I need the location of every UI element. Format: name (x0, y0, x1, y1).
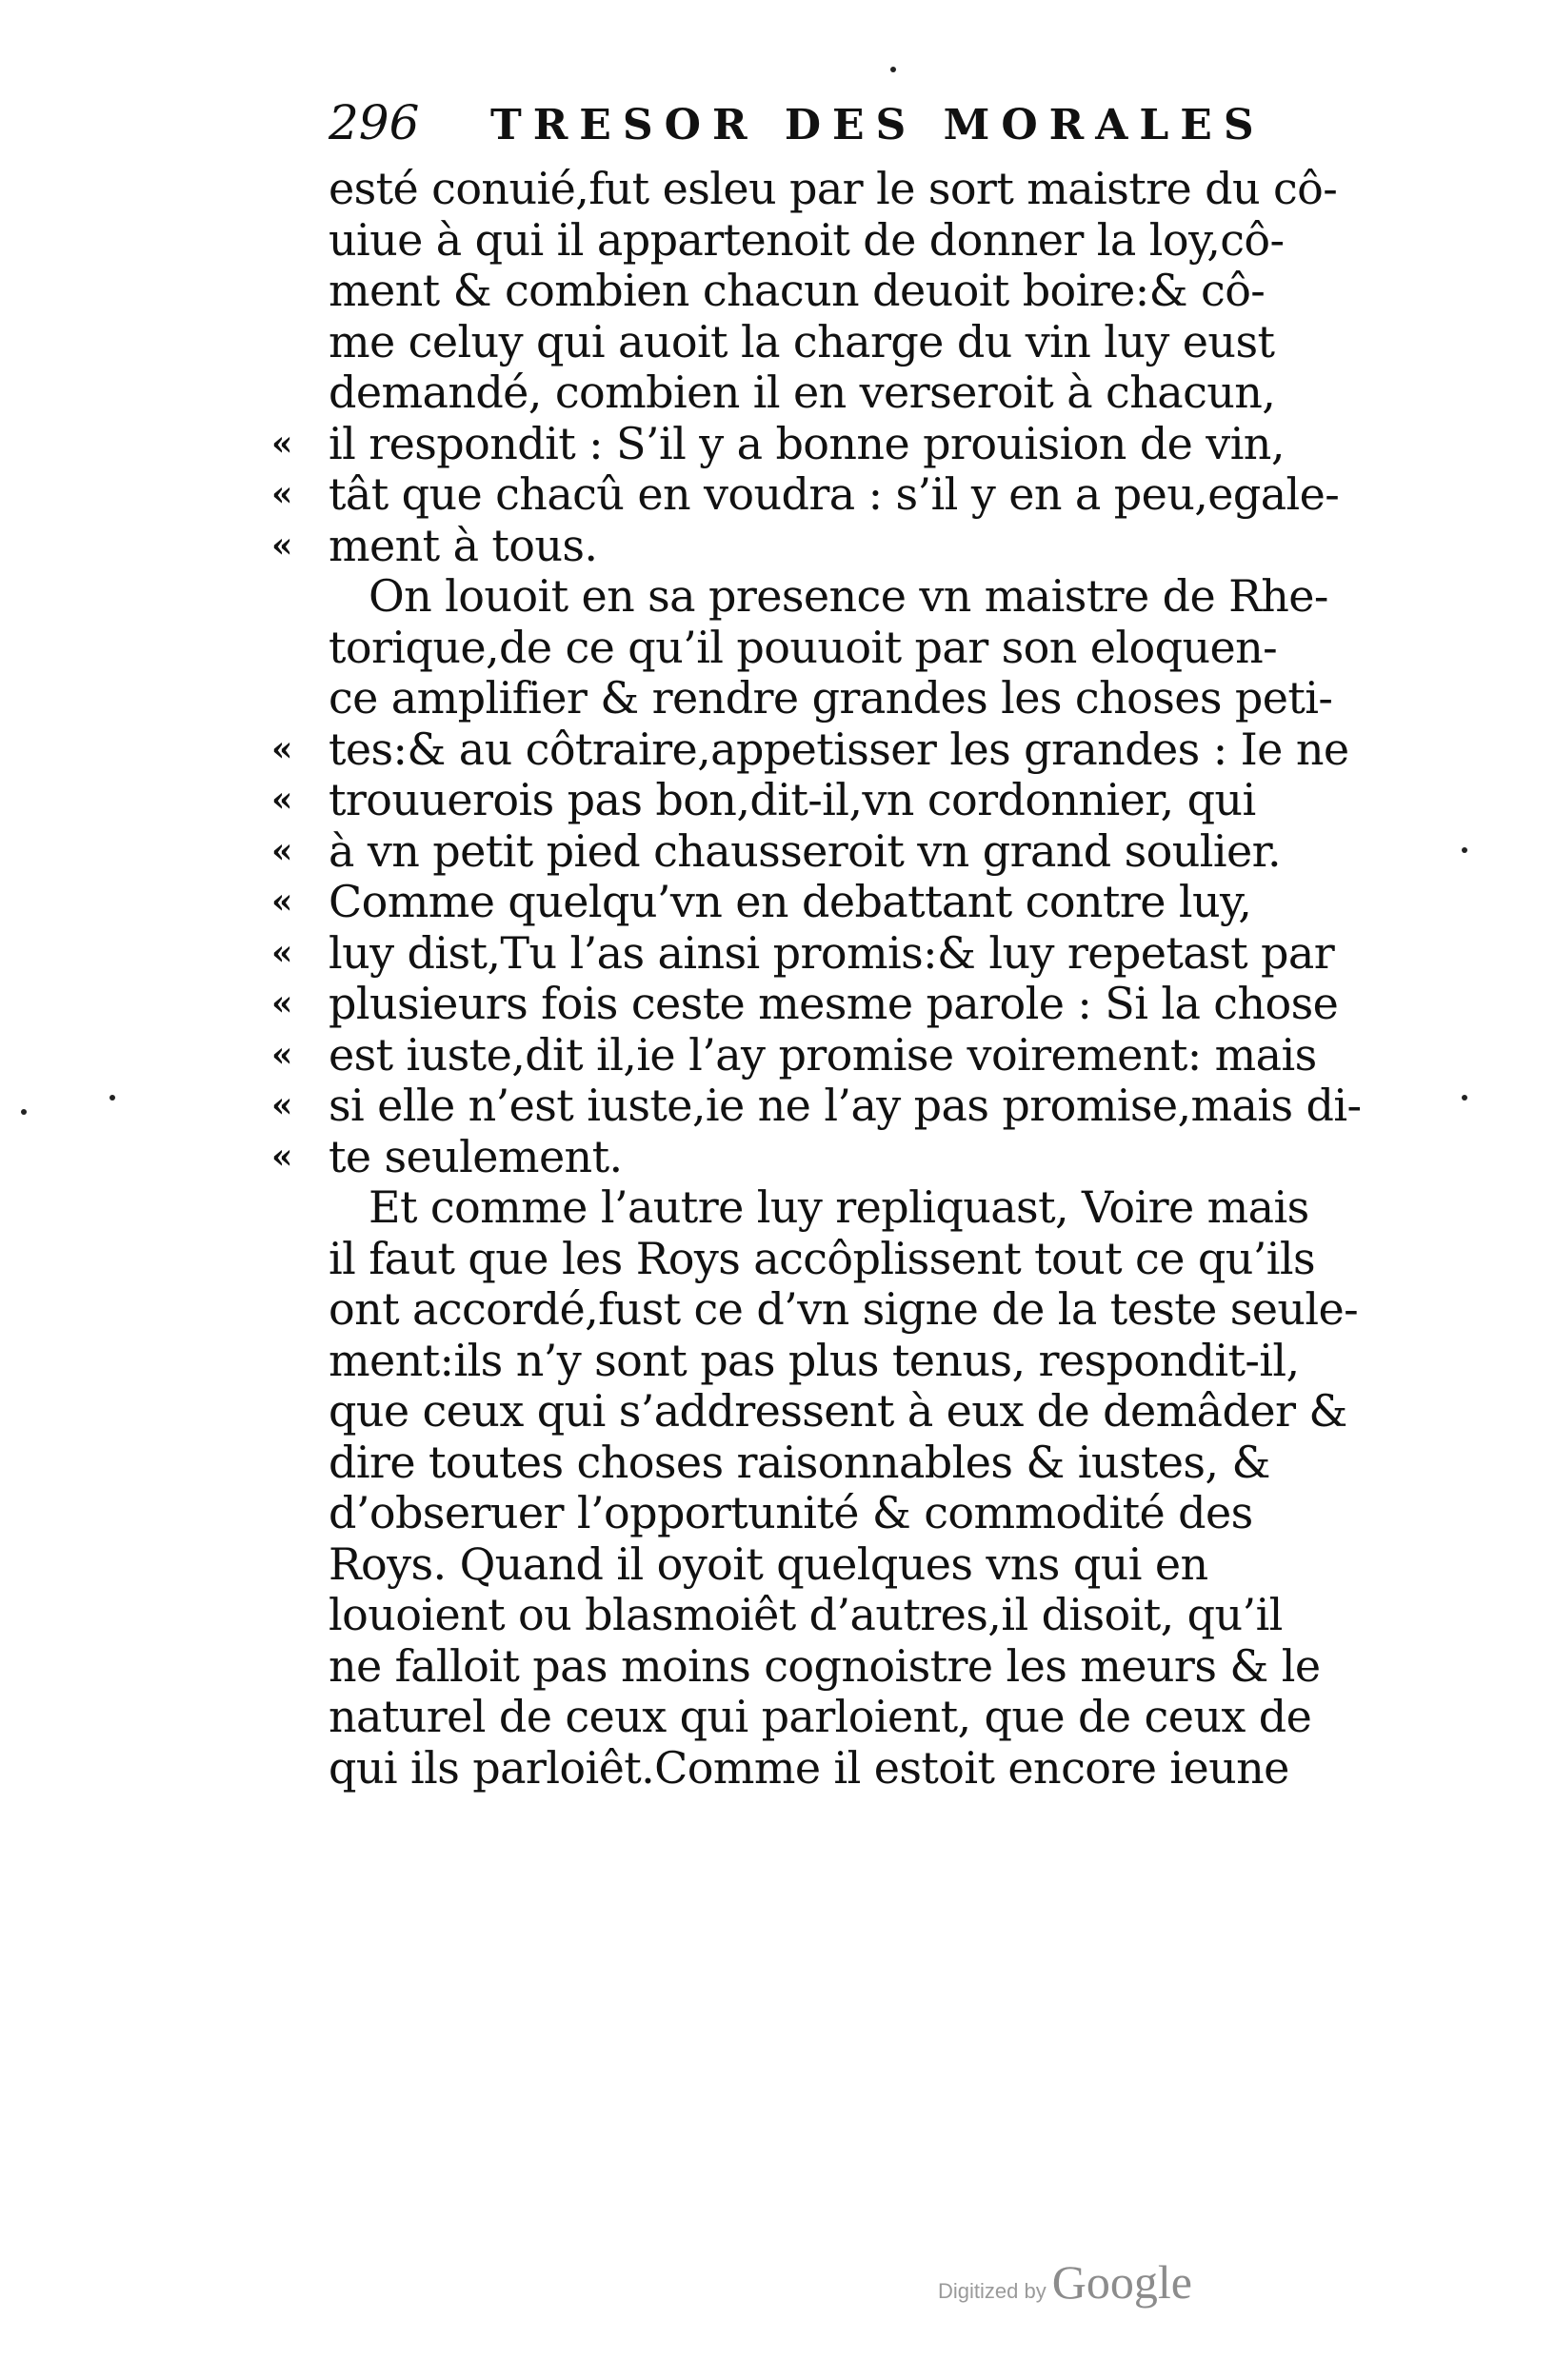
quotation-marker: « (271, 728, 292, 769)
text-line (329, 1692, 1366, 1743)
quotation-marker: « (271, 1085, 292, 1125)
running-title: TRESOR DES MORALES (490, 101, 1266, 149)
line-text: est iuste,dit il,ie l’ay promise voirement: mais (329, 1028, 1317, 1081)
line-text: ment & combien chacun deuoit boire:& cô- (329, 265, 1266, 316)
text-line (329, 317, 1366, 368)
text-line (329, 1336, 1366, 1387)
text-line (271, 417, 1366, 470)
line-text: ont accordé,fust ce d’vn signe de la teste seule- (329, 1283, 1359, 1335)
line-text: ment:ils n’y sont pas plus tenus, respondit-il, (329, 1334, 1300, 1386)
line-text: Comme quelqu’vn en debattant contre luy, (329, 876, 1252, 927)
line-text: ment à tous. (329, 519, 598, 571)
line-text: que ceux qui s’addressent à eux de demâder & (329, 1385, 1347, 1437)
line-text: torique,de ce qu’il pouuoit par son eloquen- (329, 621, 1278, 673)
text-line (329, 1641, 1366, 1693)
text-line (329, 266, 1366, 317)
text-line (329, 1590, 1366, 1641)
text-line (271, 519, 1366, 572)
quotation-marker: « (271, 474, 292, 514)
margin-speck (110, 1095, 115, 1101)
google-brand: Google (1051, 2255, 1192, 2309)
margin-speck (1462, 1095, 1467, 1101)
page-header (329, 95, 1328, 162)
text-line (329, 673, 1366, 724)
line-text: louoient ou blasmoiêt d’autres,il disoit, qu’il (329, 1589, 1283, 1640)
line-text: esté conuié,fut esleu par le sort maistre du cô- (329, 163, 1338, 214)
line-text: demandé, combien il en verseroit à chacun, (329, 367, 1276, 418)
line-text: Et comme l’autre luy repliquast, Voire mais (369, 1181, 1309, 1233)
quotation-marker: « (271, 932, 292, 973)
text-line (271, 926, 1366, 980)
line-text: ne falloit pas moins cognoistre les meurs & le (329, 1639, 1321, 1692)
digitization-watermark (938, 2254, 1262, 2330)
text-line (329, 215, 1366, 267)
text-line (271, 824, 1366, 878)
text-line (329, 571, 1366, 623)
quotation-marker: « (271, 882, 292, 922)
margin-speck (21, 1109, 27, 1115)
quotation-marker: « (271, 983, 292, 1023)
text-line (329, 1438, 1366, 1489)
text-line (329, 1182, 1366, 1234)
text-line (271, 723, 1366, 776)
quotation-marker: « (271, 780, 292, 820)
line-text: te seulement. (329, 1130, 623, 1182)
text-line (329, 367, 1366, 419)
text-line (329, 1234, 1366, 1285)
quotation-marker: « (271, 1034, 292, 1075)
page-number: 296 (329, 95, 420, 150)
line-text: il faut que les Roys accôplissent tout ce qu’ils (329, 1232, 1315, 1284)
body-text (271, 163, 1366, 1794)
line-text: luy dist,Tu l’as ainsi promis:& luy repetast par (329, 926, 1335, 979)
margin-speck (890, 67, 896, 72)
line-text: à vn petit pied chausseroit vn grand soulier. (329, 824, 1282, 877)
quotation-marker: « (271, 830, 292, 871)
text-line (271, 978, 1366, 1030)
line-text: trouuerois pas bon,dit-il,vn cordonnier, qui (329, 774, 1256, 825)
line-text: plusieurs fois ceste mesme parole : Si la chose (329, 978, 1339, 1029)
text-line (271, 1028, 1366, 1081)
text-line (271, 1080, 1366, 1132)
line-text: uiue à qui il appartenoit de donner la loy,cô- (329, 213, 1285, 266)
quotation-marker: « (271, 525, 292, 565)
text-line (329, 1284, 1366, 1336)
text-line (329, 1743, 1366, 1795)
quotation-marker: « (271, 423, 292, 464)
line-text: ce amplifier & rendre grandes les choses peti- (329, 672, 1333, 724)
line-text: On louoit en sa presence vn maistre de Rhe- (369, 570, 1328, 622)
line-text: naturel de ceux qui parloient, que de ceux de (329, 1691, 1312, 1742)
margin-speck (1462, 847, 1467, 853)
line-text: si elle n’est iuste,ie ne l’ay pas promise,mais di- (329, 1080, 1362, 1131)
digitized-by-label: Digitized by (938, 2279, 1047, 2303)
text-line (271, 876, 1366, 928)
line-text: dire toutes choses raisonnables & iustes, & (329, 1436, 1270, 1488)
text-line (329, 1539, 1366, 1591)
text-line (329, 1386, 1366, 1438)
text-line (329, 164, 1366, 215)
line-text: qui ils parloiêt.Comme il estoit encore ieune (329, 1741, 1289, 1794)
text-line (271, 468, 1366, 521)
line-text: tât que chacû en voudra : s’il y en a peu,egale- (329, 468, 1340, 520)
text-line (271, 1130, 1366, 1183)
line-text: Roys. Quand il oyoit quelques vns qui en (329, 1537, 1208, 1590)
text-line (329, 1488, 1366, 1539)
quotation-marker: « (271, 1136, 292, 1177)
line-text: me celuy qui auoit la charge du vin luy eust (329, 315, 1275, 367)
line-text: d’obseruer l’opportunité & commodité des (329, 1487, 1253, 1538)
text-line (271, 774, 1366, 826)
text-line (329, 623, 1366, 674)
line-text: il respondit : S’il y a bonne prouision de vin, (329, 417, 1285, 469)
line-text: tes:& au côtraire,appetisser les grandes : Ie ne (329, 723, 1349, 775)
